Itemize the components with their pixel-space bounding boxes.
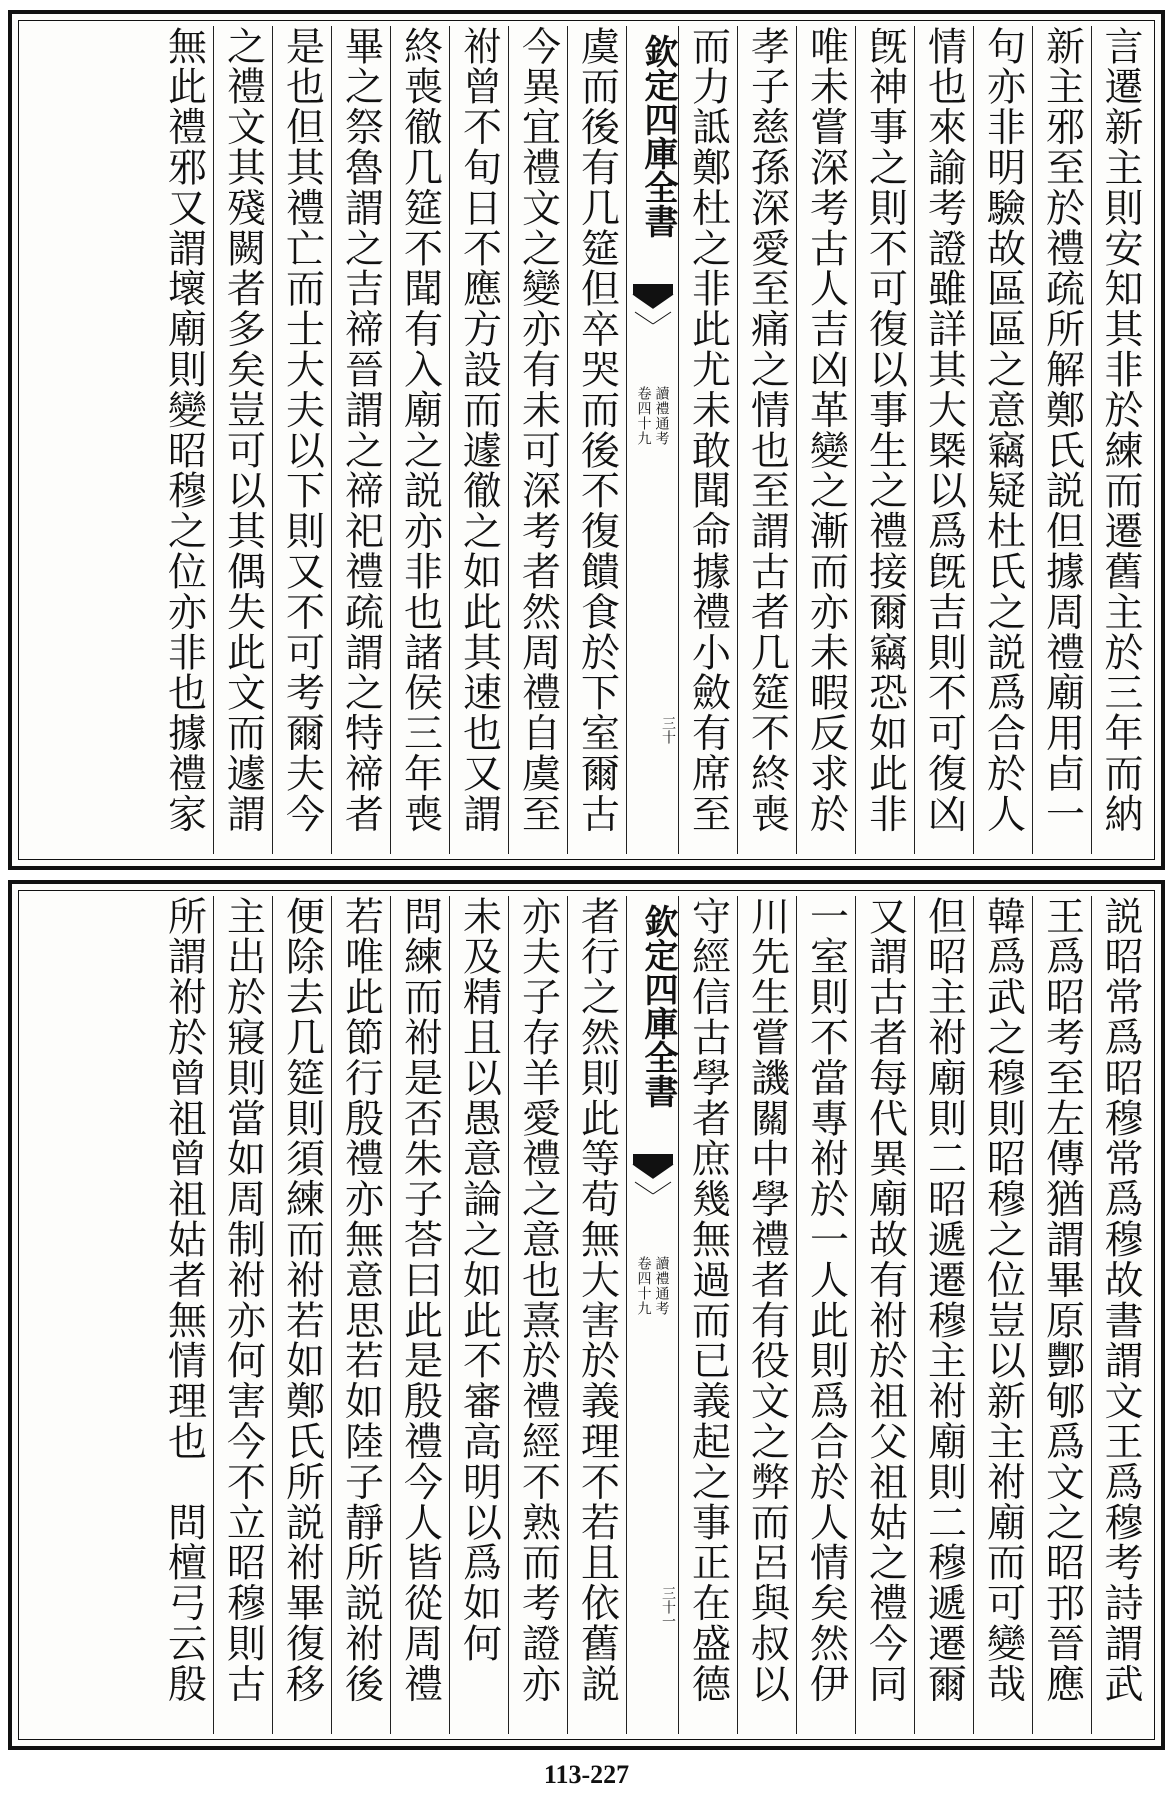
- collection-title: 欽定四庫全書: [638, 904, 678, 1108]
- text-column: 若唯此節行殷禮亦無意思若如陸子靜所説祔後: [331, 896, 390, 1734]
- text-column: 一室則不當專祔於一人此則爲合於人情矣然伊: [796, 896, 855, 1734]
- text-column: 王爲昭考至左傳猶謂畢原酆郇爲文之昭邘晉應: [1032, 896, 1091, 1734]
- collection-title: 欽定四庫全書: [638, 34, 678, 238]
- text-column: 旣神事之則不可復以事生之禮接爾竊恐如此非: [855, 26, 914, 854]
- text-column: 未及精且以愚意論之如此不審高明以爲如何: [449, 896, 508, 1734]
- bottom-half-page: [8, 880, 1165, 1750]
- text-column: 而力詆鄭杜之非此尤未敢聞命據禮小斂有席至: [678, 26, 737, 854]
- top-half-page: [8, 10, 1165, 870]
- leaf-number: 三十一: [660, 1586, 676, 1628]
- leaf-number: 三十: [660, 716, 676, 744]
- text-column: 情也來諭考證雖詳其大槩以爲旣吉則不可復凶: [914, 26, 973, 854]
- text-column: 孝子慈孫深愛至痛之情也至謂古者几筵不終喪: [737, 26, 796, 854]
- text-column: 終喪徹几筵不聞有入廟之説亦非也諸侯三年喪: [390, 26, 449, 854]
- text-column: 説昭常爲昭穆常爲穆故書謂文王爲穆考詩謂武: [1091, 896, 1149, 1734]
- center-fold-column: [626, 896, 678, 1734]
- book-title: 讀禮通考: [653, 386, 670, 446]
- page-number-footer: 113-227: [543, 1760, 630, 1789]
- text-column: 問練而祔是否朱子荅曰此是殷禮今人皆從周禮: [390, 896, 449, 1734]
- fishtail-ornament-icon: [631, 284, 675, 364]
- text-column: 所謂祔於曾祖曾祖姑者無情理也 問檀弓云殷: [161, 896, 207, 1704]
- book-info: [627, 386, 678, 446]
- text-column: 新主邪至於禮疏所解鄭氏説但據周禮廟用卣一: [1032, 26, 1091, 854]
- bottom-text-block: [24, 896, 1149, 1734]
- text-column: 是也但其禮亡而士大夫以下則又不可考爾夫今: [272, 26, 331, 854]
- text-column: 亦夫子存羊愛禮之意也熹於禮經不熟而考證亦: [508, 896, 567, 1734]
- text-column: 韓爲武之穆則昭穆之位豈以新主祔廟而可變哉: [973, 896, 1032, 1734]
- text-column: 之禮文其殘闕者多矣豈可以其偶失此文而遽謂: [213, 26, 272, 854]
- text-column: 祔曾不旬日不應方設而遽徹之如此其速也又謂: [449, 26, 508, 854]
- text-column: 無此禮邪又謂壞廟則變昭穆之位亦非也據禮家: [161, 26, 207, 834]
- center-fold-column: [626, 26, 678, 854]
- top-text-block: [24, 26, 1149, 854]
- volume-label: 卷四十九: [635, 386, 652, 446]
- text-column: 句亦非明驗故區區之意竊疑杜氏之説爲合於人: [973, 26, 1032, 854]
- text-column: 川先生嘗譏關中學禮者有役文之弊而呂與叔以: [737, 896, 796, 1734]
- text-column: 便除去几筵則須練而祔若如鄭氏所説祔畢復移: [272, 896, 331, 1734]
- book-title: 讀禮通考: [653, 1256, 670, 1316]
- book-info: [627, 1256, 678, 1316]
- text-column: 言遷新主則安知其非於練而遷舊主於三年而納: [1091, 26, 1149, 854]
- text-column: 但昭主祔廟則二昭遞遷穆主祔廟則二穆遞遷爾: [914, 896, 973, 1734]
- text-column: 守經信古學者庶幾無過而已義起之事正在盛德: [678, 896, 737, 1734]
- volume-label: 卷四十九: [635, 1256, 652, 1316]
- text-column: 畢之祭魯謂之吉禘晉謂之禘祀禮疏謂之特禘者: [331, 26, 390, 854]
- fishtail-ornament-icon: [631, 1154, 675, 1234]
- text-column: 今異宜禮文之變亦有未可深考者然周禮自虞至: [508, 26, 567, 854]
- text-column: 虞而後有几筵但卒哭而後不復饋食於下室爾古: [567, 26, 626, 854]
- text-column: 主出於寢則當如周制祔亦何害今不立昭穆則古: [213, 896, 272, 1734]
- text-column: 者行之然則此等苟無大害於義理不若且依舊説: [567, 896, 626, 1734]
- text-column: 唯未嘗深考古人吉凶革變之漸而亦未暇反求於: [796, 26, 855, 854]
- text-column: 又謂古者每代異廟故有祔於祖父祖姑之禮今同: [855, 896, 914, 1734]
